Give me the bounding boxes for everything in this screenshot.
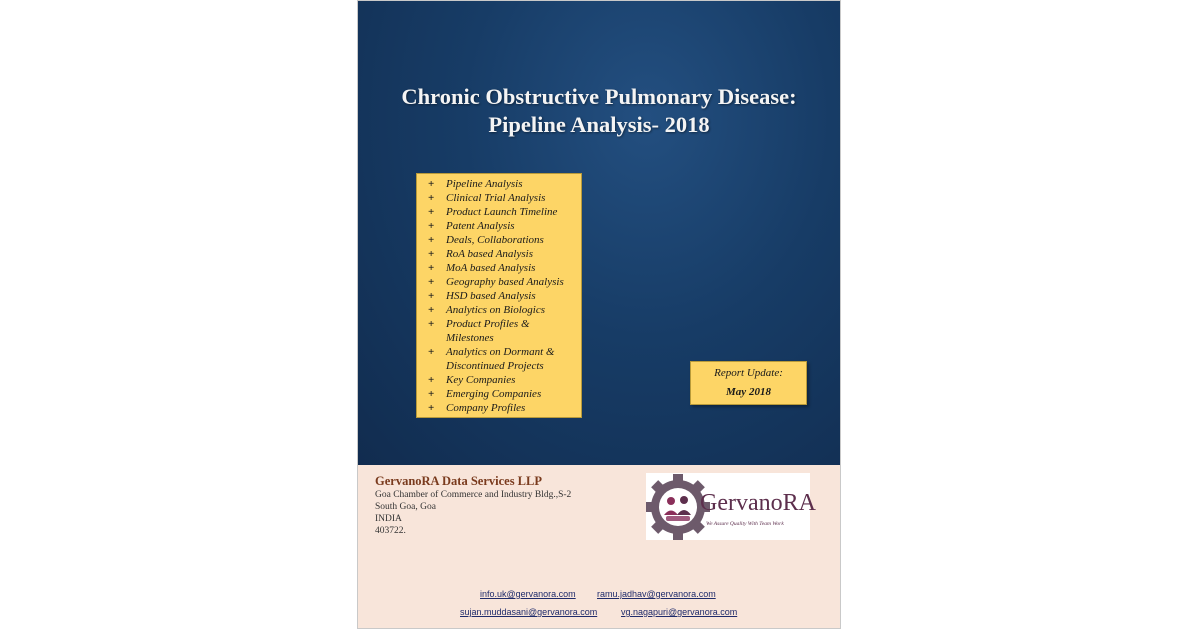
plus-bullet-icon: + [428, 318, 435, 330]
feature-item [417, 261, 581, 275]
feature-text: Company Profiles [446, 402, 526, 414]
plus-bullet-icon: + [428, 374, 435, 386]
feature-item [417, 373, 581, 387]
feature-text: Key Companies [446, 374, 516, 386]
features-list [417, 177, 581, 415]
plus-bullet-icon: + [428, 178, 435, 190]
feature-text: Analytics on Dormant & [446, 346, 555, 358]
report-update-box [690, 361, 807, 405]
feature-text: Deals, Collaborations [446, 234, 544, 246]
feature-text: Product Profiles & [446, 318, 530, 330]
features-box [416, 173, 582, 418]
plus-bullet-icon: + [428, 276, 435, 288]
company-name: GervanoRA Data Services LLP [375, 474, 542, 488]
plus-bullet-icon: + [428, 234, 435, 246]
plus-bullet-icon: + [428, 290, 435, 302]
feature-item [417, 191, 581, 205]
plus-bullet-icon: + [428, 206, 435, 218]
plus-bullet-icon: + [428, 304, 435, 316]
feature-text: Pipeline Analysis [446, 178, 523, 190]
report-cover-page [357, 0, 841, 629]
feature-item [417, 247, 581, 261]
plus-bullet-icon: + [428, 220, 435, 232]
address-line: INDIA [375, 514, 402, 524]
feature-item [417, 317, 581, 331]
email-link[interactable]: vg.nagapuri@gervanora.com [621, 607, 738, 617]
address-line: Goa Chamber of Commerce and Industry Bldg.,S-2 [375, 490, 572, 500]
plus-bullet-icon: + [428, 346, 435, 358]
plus-bullet-icon: + [428, 192, 435, 204]
logo-brand-text: GervanoRA [700, 490, 816, 516]
feature-item [417, 177, 581, 191]
feature-item [417, 331, 581, 345]
feature-text: HSD based Analysis [446, 290, 536, 302]
feature-text: Patent Analysis [446, 220, 515, 232]
company-block [375, 473, 571, 537]
feature-text: RoA based Analysis [446, 248, 533, 260]
report-update-date: May 2018 [726, 386, 771, 398]
feature-item [417, 289, 581, 303]
feature-item [417, 219, 581, 233]
feature-text: MoA based Analysis [446, 262, 536, 274]
feature-item [417, 401, 581, 415]
report-title-line-2: Pipeline Analysis- 2018 [488, 112, 710, 137]
feature-text: Geography based Analysis [446, 276, 564, 288]
company-logo [646, 473, 816, 540]
feature-text: Clinical Trial Analysis [446, 192, 546, 204]
email-link[interactable]: ramu.jadhav@gervanora.com [597, 589, 716, 599]
feature-item [417, 205, 581, 219]
feature-item [417, 387, 581, 401]
feature-item [417, 233, 581, 247]
plus-bullet-icon: + [428, 262, 435, 274]
report-update-label: Report Update: [714, 367, 783, 379]
feature-item [417, 345, 581, 359]
plus-bullet-icon: + [428, 402, 435, 414]
feature-item [417, 275, 581, 289]
feature-text: Analytics on Biologics [446, 304, 545, 316]
feature-text: Discontinued Projects [446, 360, 544, 372]
feature-text: Product Launch Timeline [446, 206, 558, 218]
feature-item [417, 359, 581, 373]
logo-tagline: We Assure Quality With Team Work [706, 521, 784, 527]
email-link[interactable]: info.uk@gervanora.com [480, 589, 576, 599]
report-title [358, 83, 840, 139]
feature-item [417, 303, 581, 317]
email-link[interactable]: sujan.muddasani@gervanora.com [460, 607, 598, 617]
plus-bullet-icon: + [428, 388, 435, 400]
cover-header-panel [358, 1, 840, 465]
feature-text: Milestones [446, 332, 494, 344]
address-line: South Goa, Goa [375, 502, 436, 512]
feature-text: Emerging Companies [446, 388, 542, 400]
address-line: 403722. [375, 526, 406, 536]
report-title-line-1: Chronic Obstructive Pulmonary Disease: [401, 84, 797, 109]
plus-bullet-icon: + [428, 248, 435, 260]
